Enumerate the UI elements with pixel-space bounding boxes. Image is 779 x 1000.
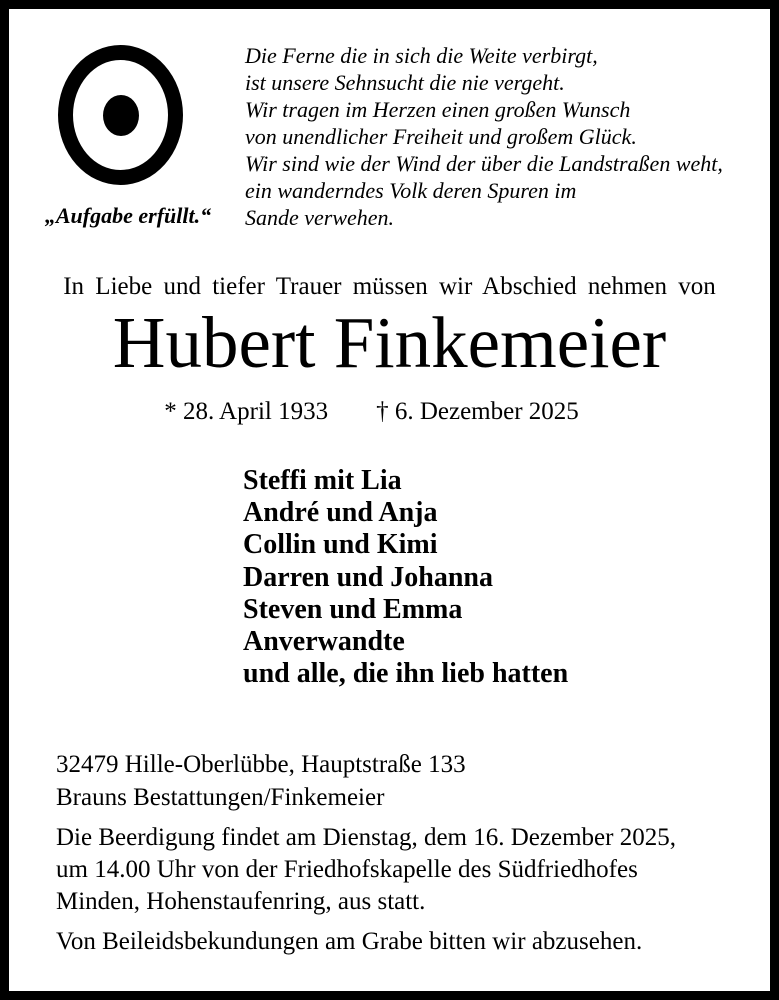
mourners-list (243, 465, 568, 690)
funeral-info (56, 822, 676, 918)
deceased-name: Hubert Finkemeier (112, 302, 667, 383)
birth-date: * 28. April 1933 (164, 398, 329, 425)
circle-dot-icon (58, 45, 183, 185)
mourner-line: Steffi mit Lia (243, 465, 402, 496)
mourner-line: Darren und Johanna (243, 561, 494, 593)
poem-line: von unendlicher Freiheit und großem Glück. (245, 124, 637, 149)
mourner-line: und alle, die ihn lieb hatten (243, 658, 569, 690)
motto-text: „Aufgabe erfüllt.“ (44, 203, 212, 228)
poem-line: Wir tragen im Herzen einen großen Wunsch (245, 97, 631, 122)
intro-line: In Liebe und tiefer Trauer müssen wir Abschied nehmen von (63, 273, 716, 300)
address-block (56, 748, 466, 814)
poem-line: Sande verwehen. (245, 205, 395, 230)
funeral-line: Minden, Hohenstaufenring, aus statt. (56, 888, 426, 915)
address-line: Brauns Bestattungen/Finkemeier (56, 784, 385, 811)
funeral-line: um 14.00 Uhr von der Friedhofskapelle des Südfriedhofes (56, 856, 638, 883)
circle-dot-center (103, 95, 139, 136)
poem-line: Wir sind wie der Wind der über die Landstraßen weht, (245, 151, 723, 176)
mourner-line: Steven und Emma (243, 593, 463, 625)
address-line: 32479 Hille-Oberlübbe, Hauptstraße 133 (56, 751, 466, 778)
poem-line: Die Ferne die in sich die Weite verbirgt, (245, 43, 598, 68)
condolence-note: Von Beileidsbekundungen am Grabe bitten wir abzusehen. (56, 928, 643, 955)
mourner-line: André und Anja (243, 497, 438, 529)
life-dates (0, 398, 752, 426)
mourner-line: Collin und Kimi (243, 529, 438, 561)
poem-line: ist unsere Sehnsucht die nie vergeht. (245, 70, 565, 95)
funeral-line: Die Beerdigung findet am Dienstag, dem 16. Dezember 2025, (56, 824, 676, 851)
poem-line: ein wanderndes Volk deren Spuren im (245, 178, 577, 203)
memorial-poem (245, 42, 723, 231)
mourner-line: Anverwandte (243, 626, 405, 658)
death-date: † 6. Dezember 2025 (376, 398, 579, 425)
